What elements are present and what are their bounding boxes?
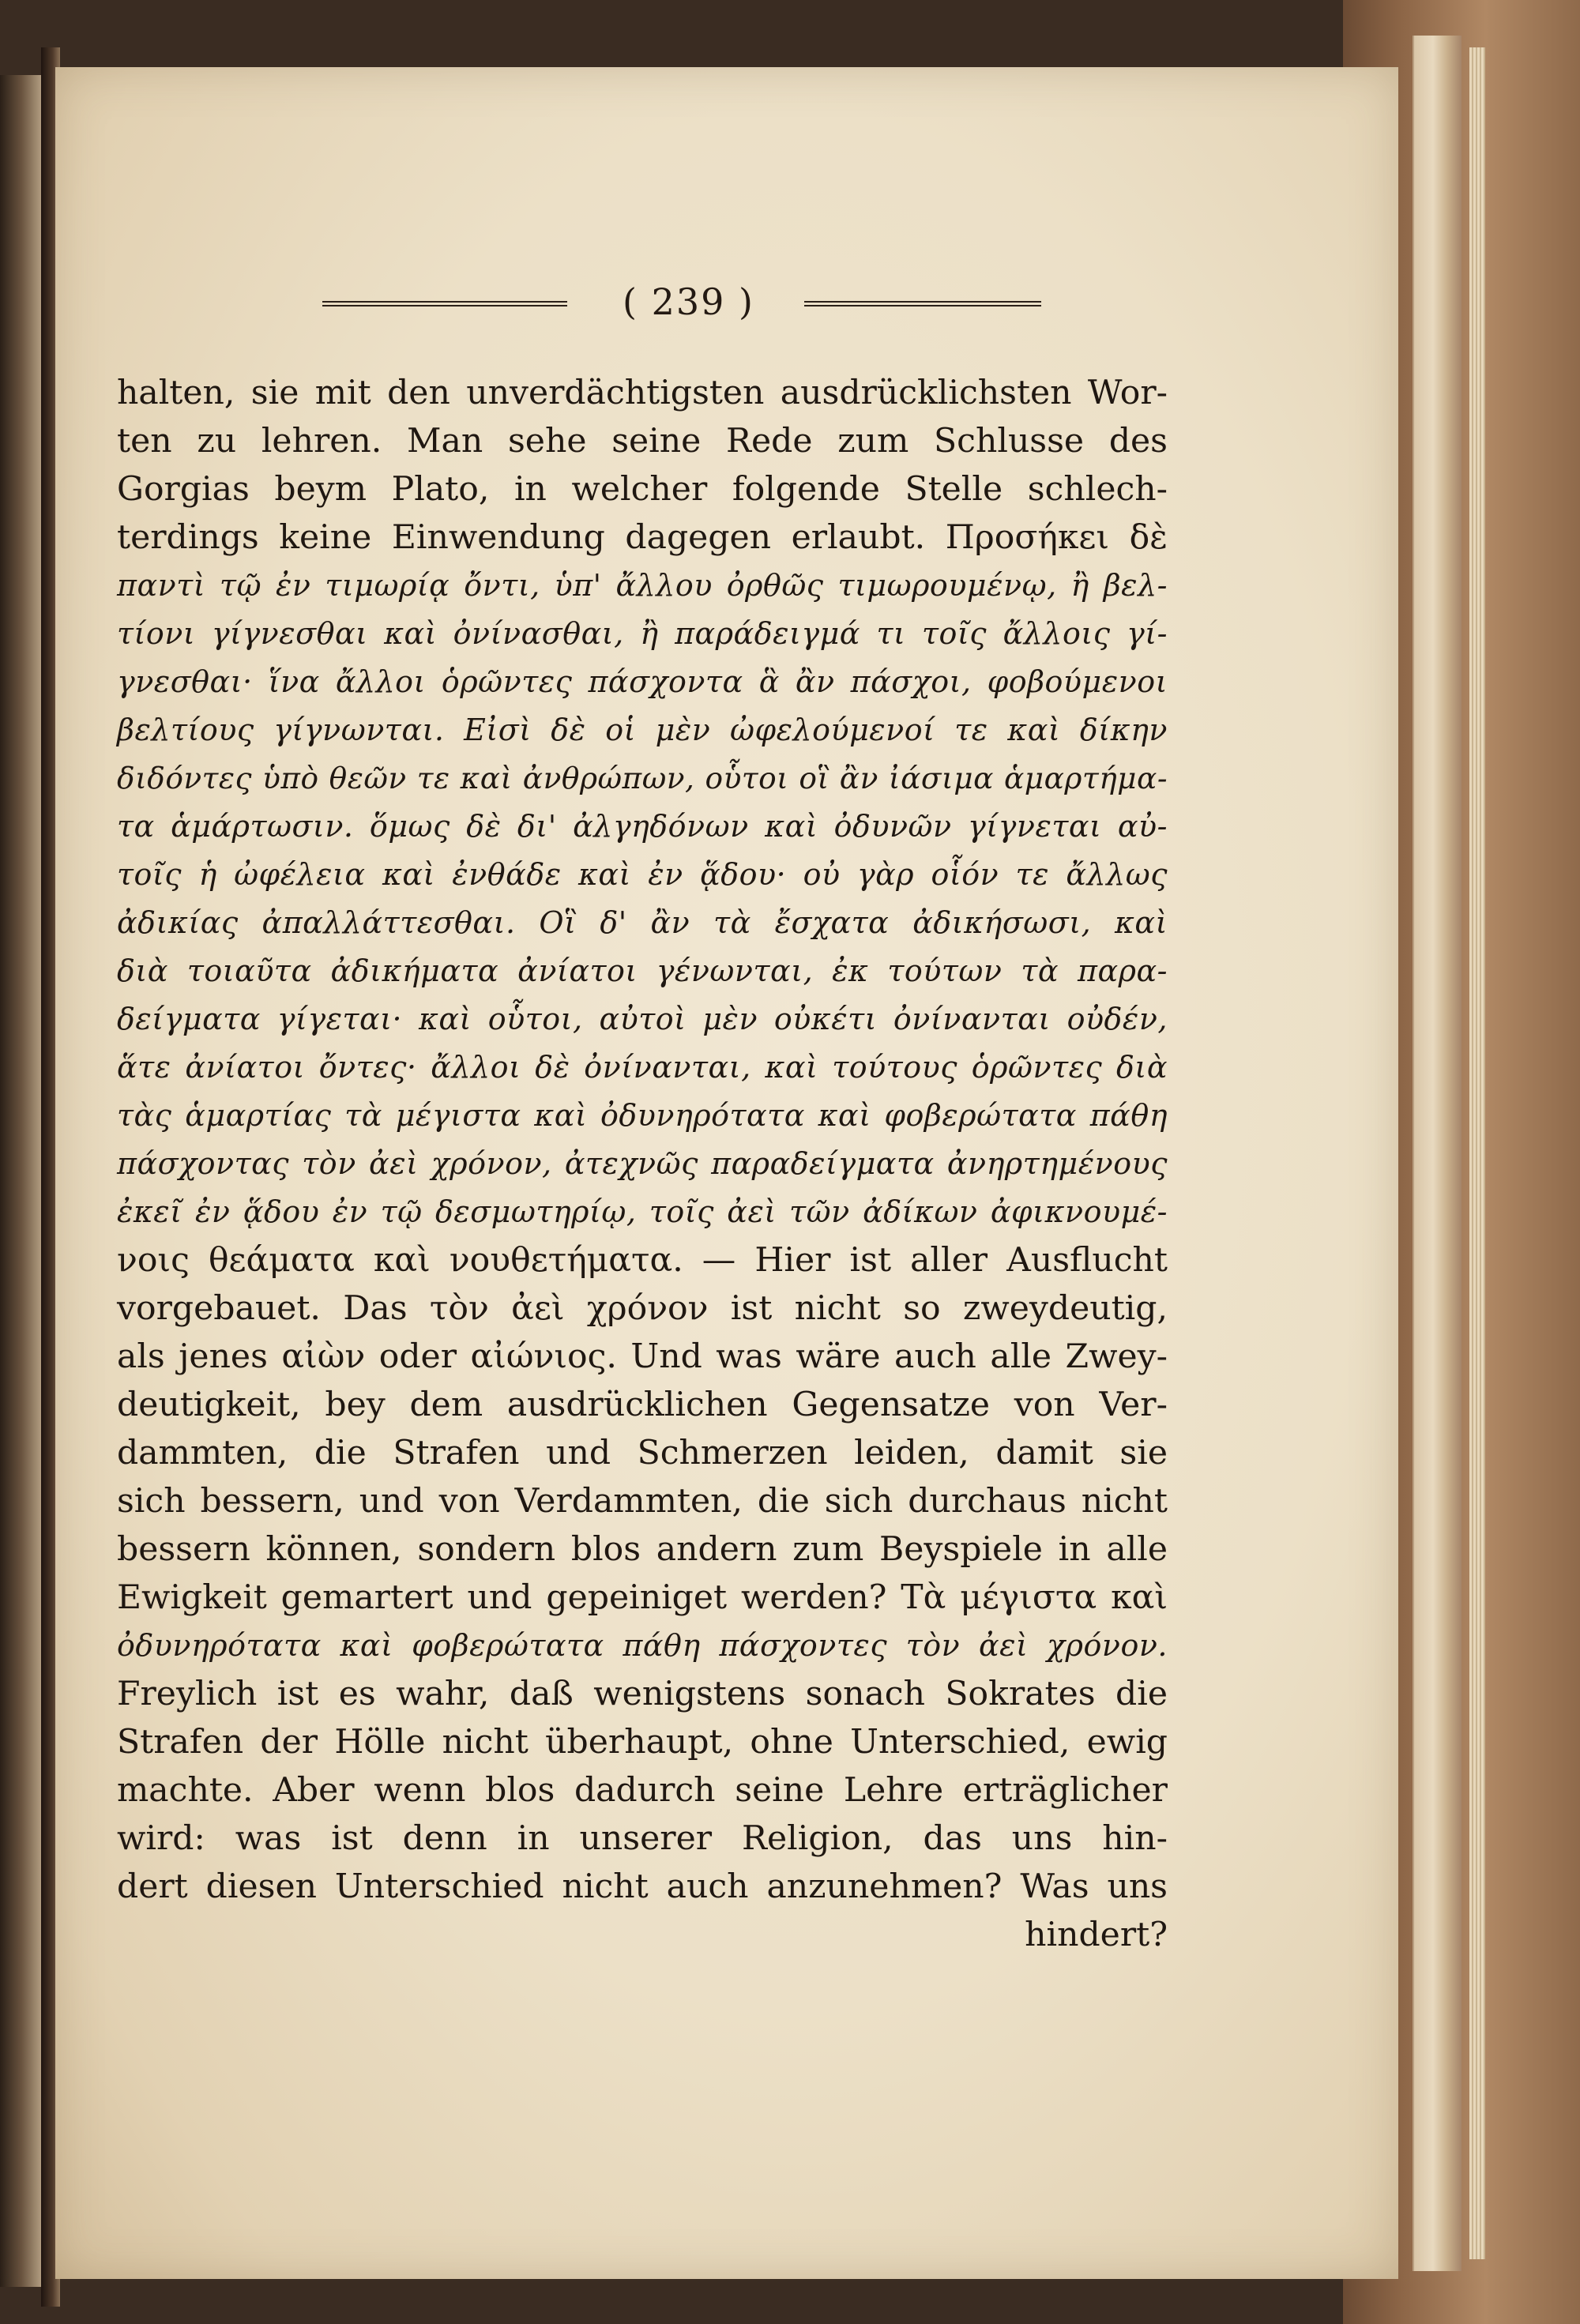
greek-quote-line: ἐκεῖ ἐν ᾅδου ἐν τῷ δεσμωτηρίῳ, τοῖς ἀεὶ τῶν ἀδίκων ἀφικνουμέ- bbox=[117, 1194, 1168, 1229]
greek-quote-line: ἅτε ἀνίατοι ὄντες· ἄλλοι δὲ ὀνίνανται, καὶ τούτους ὁρῶντες διὰ bbox=[117, 1050, 1168, 1085]
greek-quote-line: δείγματα γίγεται· καὶ οὗτοι, αὐτοὶ μὲν οὐκέτι ὀνίνανται οὐδέν, bbox=[117, 1002, 1168, 1036]
text-line: bessern können, sondern blos andern zum Beyspiele in alle bbox=[117, 1530, 1168, 1569]
greek-quote-line: πάσχοντας τὸν ἀεὶ χρόνον, ἀτεχνῶς παραδείγματα ἀνηρτημένους bbox=[117, 1146, 1168, 1181]
greek-quote-line: ὀδυνηρότατα καὶ φοβερώτατα πάθη πάσχοντες τὸν ἀεὶ χρόνον. bbox=[117, 1628, 1168, 1663]
text-line: νοις θεάματα καὶ νουθετήματα. — Hier ist aller Ausflucht bbox=[117, 1241, 1168, 1280]
page-content bbox=[117, 280, 1168, 1959]
book-page bbox=[55, 67, 1398, 2279]
text-line: dert diesen Unterschied nicht auch anzunehmen? Was uns bbox=[117, 1867, 1168, 1906]
cover-board-edge bbox=[1413, 36, 1462, 2271]
page-number: ( 239 ) bbox=[623, 280, 754, 323]
text-line: dammten, die Strafen und Schmerzen leiden, damit sie bbox=[117, 1434, 1168, 1472]
greek-quote-line: διὰ τοιαῦτα ἀδικήματα ἀνίατοι γένωνται, ἐκ τούτων τὰ παρα- bbox=[117, 953, 1168, 988]
greek-quote-line: τοῖς ἡ ὠφέλεια καὶ ἐνθάδε καὶ ἐν ᾅδου· οὐ γὰρ οἷόν τε ἄλλως bbox=[117, 857, 1168, 892]
body-text bbox=[117, 369, 1168, 1959]
greek-quote-line: παντὶ τῷ ἐν τιμωρίᾳ ὄντι, ὑπ' ἄλλου ὀρθῶς τιμωρουμένῳ, ἢ βελ- bbox=[117, 568, 1168, 603]
text-line: halten, sie mit den unverdächtigsten ausdrücklichsten Wor- bbox=[117, 374, 1168, 412]
text-line-final: hindert? bbox=[1025, 1916, 1168, 1954]
greek-quote-line: ἀδικίας ἀπαλλάττεσθαι. Οἳ δ' ἂν τὰ ἔσχατα ἀδικήσωσι, καὶ bbox=[117, 905, 1168, 940]
greek-quote-line: βελτίους γίγνωνται. Εἰσὶ δὲ οἱ μὲν ὠφελούμενοί τε καὶ δίκην bbox=[117, 713, 1168, 747]
text-line: wird: was ist denn in unserer Religion, das uns hin- bbox=[117, 1819, 1168, 1858]
header-rule-left bbox=[322, 301, 567, 306]
text-line: terdings keine Einwendung dagegen erlaubt. Προσήκει δὲ bbox=[117, 518, 1168, 557]
greek-quote-line: γνεσθαι· ἵνα ἄλλοι ὁρῶντες πάσχοντα ἃ ἂν πάσχοι, φοβούμενοι bbox=[117, 664, 1168, 699]
greek-quote-line: τα ἁμάρτωσιν. ὅμως δὲ δι' ἀλγηδόνων καὶ ὀδυνῶν γίγνεται αὐ- bbox=[117, 809, 1168, 844]
text-line: deutigkeit, bey dem ausdrücklichen Gegensatze von Ver- bbox=[117, 1386, 1168, 1424]
text-line: machte. Aber wenn blos dadurch seine Lehre erträglicher bbox=[117, 1771, 1168, 1810]
text-line: ten zu lehren. Man sehe seine Rede zum Schlusse des bbox=[117, 422, 1168, 461]
header-rule-right bbox=[804, 301, 1041, 306]
greek-quote-line: τίονι γίγνεσθαι καὶ ὀνίνασθαι, ἢ παράδειγμά τι τοῖς ἄλλοις γί- bbox=[117, 616, 1168, 651]
page-header bbox=[117, 280, 1168, 352]
text-line: sich bessern, und von Verdammten, die sich durchaus nicht bbox=[117, 1482, 1168, 1521]
text-line: Strafen der Hölle nicht überhaupt, ohne Unterschied, ewig bbox=[117, 1723, 1168, 1762]
page-stack-edge bbox=[1469, 47, 1485, 2259]
greek-quote-line: τὰς ἁμαρτίας τὰ μέγιστα καὶ ὀδυνηρότατα καὶ φοβερώτατα πάθη bbox=[117, 1098, 1168, 1133]
text-line: Gorgias beym Plato, in welcher folgende Stelle schlech- bbox=[117, 470, 1168, 509]
text-line: vorgebauet. Das τὸν ἀεὶ χρόνον ist nicht so zweydeutig, bbox=[117, 1289, 1168, 1328]
text-line: Freylich ist es wahr, daß wenigstens sonach Sokrates die bbox=[117, 1675, 1168, 1713]
text-line: Ewigkeit gemartert und gepeiniget werden? Τὰ μέγιστα καὶ bbox=[117, 1578, 1168, 1617]
text-line: als jenes αἰὼν oder αἰώνιος. Und was wäre auch alle Zwey- bbox=[117, 1337, 1168, 1376]
greek-quote-line: διδόντες ὑπὸ θεῶν τε καὶ ἀνθρώπων, οὗτοι οἳ ἂν ἰάσιμα ἁμαρτήμα- bbox=[117, 761, 1168, 795]
